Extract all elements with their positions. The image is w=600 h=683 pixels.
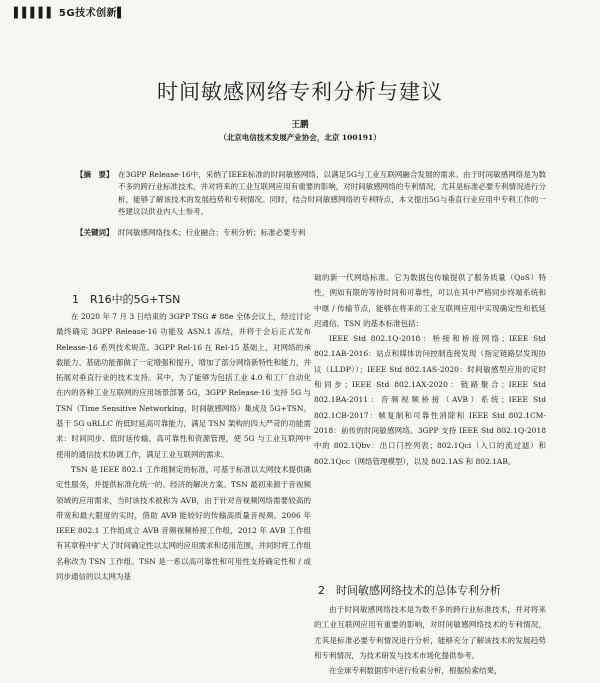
section-2-paragraph-1: 由于时间敏感网络技术是为数不多的跨行业标准技术，并对将来的工业互联网应用有重要的影响，对时间敏感网络技术的专利情况，尤其是标准必要专利情况进行分析，能够充分了解该技术的发展趋势和专利情况，为技术研发与技术市场化提供参考。 bbox=[314, 605, 546, 660]
article-title: 时间敏感网络专利分析与建议 bbox=[157, 80, 443, 104]
section-2-heading: 2 时间敏感网络技术的总体专利分析 bbox=[318, 584, 501, 597]
abstract-text: 在3GPP Release-16中，采纳了IEEE标准的时间敏感网络，以满足5G与工业互联网融合发展的需求。由于时间敏感网络是为数不多的跨行业标准技术，并对将来的工业互联网应用有重要的影响，对时间敏感网络的专利情况，尤其是标准必要专利情况进行分析，能够了解该技术的发展趋势和专利情况。同时，结合时间敏感网络的专利特点，本文提出5G与垂直行业应用中专利工作的一些建议以供业内人士参考。 bbox=[118, 170, 546, 216]
author-affiliation: （北京电信技术发展产业协会，北京 100191） bbox=[219, 133, 381, 142]
left-paragraph-2: TSN 是 IEEE 802.1 工作组制定的标准，可基于标准以太网技术提供确定性服务，并提供标准化统一的、经济的解决方案。TSN 最初来源于音视频领域的应用需求，当时该技术被称为 AVB，由于针对音视频网络需要较高的带宽和最大限度的实时，借助 AVB 能较好的传输高质量音视频。2006 年 IEEE 802.1 工作组成立 AVB 音频视频桥接工作组，2012 年 AVB 工作组有其章程中扩大了时间确定性以太网的应用需求和适用范围，并同时将工作组名称改为 TSN 工作组。TSN 是一系以高可靠性和可用性支持确定性和 / 或同步通信的以太网为基 bbox=[56, 464, 311, 582]
left-paragraph-1: 在 2020 年 7 月 3 日结束的 3GPP TSG # 88e 全体会议上，经过讨论最终确定 3GPP Release-16 功能及 ASN.1 冻结，并将于会后正式发布 Release-16 系列技术规范。3GPP Rel-16 在 Rel-15 基础上，对网络的承载能力、基础功能都做了一定增强和提升，增加了部分网络新特性和能力，并拓展对垂直行业的技术支持。其中，为了能够为包括工业 4.0 和工厂自动化在内的各种工业互联网的应用场景部署 5G，3GPP Release-16 支持 5G 与 TSN（Time Sensitive Networking，时间敏感网络）集成及 5G+TSN。基于 5G uRLLC 的低时延高可靠能力，满足 TSN 架构的四大严苛的功能需求：时间同步、低时延传输、高可靠性和资源管理，使 5G 与工业互联网中使用的通信技术协调工作，满足工业互联网的需求。 bbox=[56, 312, 311, 459]
abstract-label: 【摘 要】 bbox=[76, 170, 114, 179]
section-2-body bbox=[314, 602, 546, 678]
right-column bbox=[314, 270, 546, 469]
journal-header: ▌▌▌▌▌ 5G技术创新▌ bbox=[14, 8, 126, 19]
section-2-paragraph-2: 在全球专利数据库中进行检索分析，根据检索结果， bbox=[329, 666, 502, 676]
section-1-heading: 1 R16中的5G+TSN bbox=[72, 293, 181, 306]
left-column bbox=[56, 309, 311, 584]
keywords-label: 【关键词】 bbox=[76, 228, 114, 237]
keywords-text: 时间敏感网络技术；行业融合；专利分析；标准必要专利 bbox=[118, 228, 306, 237]
abstract-block bbox=[76, 169, 546, 218]
right-paragraph-1: 础的新一代网络标准。它为数据包传输提供了服务质量（QoS）特性，例如有限的等待时间和可靠性，可以在其中严格同步终端系统和中继 / 传输节点，能够在将来的工业互联网应用中实现确定性和低延迟通信。TSN 的基本标准包括： bbox=[314, 273, 546, 328]
author-name: 王鹏 bbox=[291, 120, 309, 130]
right-paragraph-2: IEEE Std 802.1Q-2018：桥接和桥接网络；IEEE Std 802.1AB-2016：站点和媒体访问控制连接发现（指定链路层发现协议（LLDP））；IEEE Std 802.1AS-2020：时间敏感型应用的定时和同步；IEEE Std 802.1AX-2020：链路聚合；IEEE Std 802.1BA-2011：音频视频桥接（AVB）系统；IEEE Std 802.1CB-2017：帧复制和可靠性消除和 IEEE Std 802.1CM-2018：前传的时间敏感网络。3GPP 支持 IEEE Std 802.1Q-2018 中的 802.1Qbv：出口门控列表；802.1Qci（入口的流过滤）和 802.1Qcc（网络管理模型），以及 802.1AS 和 802.1AB。 bbox=[314, 334, 546, 466]
keywords-block bbox=[76, 227, 546, 239]
